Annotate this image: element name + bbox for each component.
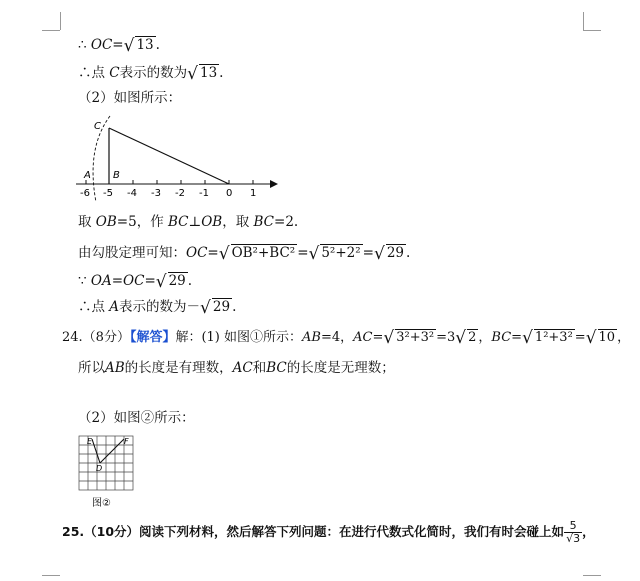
line-point-c-value: ∴点 C表示的数为√ 13 . xyxy=(78,64,224,84)
point-label-b: B xyxy=(113,170,120,181)
corner-mark-tl-v xyxy=(60,12,61,30)
point-label-f: F xyxy=(124,437,129,446)
point-label-d: D xyxy=(96,464,103,473)
line-oc-sqrt13: ∴ OC=√ 13 . xyxy=(78,36,160,56)
answer-tag: 【解答】 xyxy=(129,330,176,345)
point-label-e: E xyxy=(87,437,93,446)
tick-label: -4 xyxy=(127,188,137,199)
figure-caption: 图② xyxy=(92,498,111,509)
part2-heading-q24: （2）如图②所示： xyxy=(78,410,195,426)
corner-mark-tl xyxy=(42,30,60,31)
number-line-figure xyxy=(70,112,280,202)
axis-arrow xyxy=(270,180,278,188)
question-25-prompt: 25.（10分）阅读下列材料，然后解答下列问题：在进行代数式化简时，我们有时会碰上如 $\frac{5}{√3}$ ， xyxy=(62,519,595,545)
line-construction: 取 OB=5，作 BC⊥OB，取 BC=2. xyxy=(78,214,299,230)
part2-heading: （2）如图所示： xyxy=(78,90,182,106)
corner-mark-tr xyxy=(583,30,601,31)
segment-oc xyxy=(109,128,229,184)
tick-label: -6 xyxy=(80,188,90,199)
point-label-c: C xyxy=(94,121,101,132)
corner-mark-bl xyxy=(42,575,60,576)
point-label-a: A xyxy=(84,170,91,181)
tick-label: 1 xyxy=(250,188,257,199)
line-oa-equals-oc: ∵ OA=OC=√ 29 . xyxy=(78,272,193,292)
tick-label: -5 xyxy=(103,188,113,199)
grid-figure xyxy=(78,434,136,510)
corner-mark-tr-v xyxy=(583,12,584,30)
segment-de xyxy=(92,439,100,463)
tick-label: -2 xyxy=(175,188,185,199)
fraction: $\frac{5}{√3}$ xyxy=(566,519,581,545)
tick-label: 0 xyxy=(226,188,233,199)
line-point-a-value: ∴点 A表示的数为－√ 29 . xyxy=(78,298,237,318)
line-pythagoras: 由勾股定理可知：OC=√ OB²+BC² =√ 5²+2² =√ 29 . xyxy=(78,244,411,264)
tick-label: -3 xyxy=(151,188,161,199)
tick-label: -1 xyxy=(199,188,209,199)
corner-mark-br xyxy=(583,575,601,576)
segment-df xyxy=(100,439,124,463)
line-rationality: 所以AB的长度是有理数，AC和BC的长度是无理数； xyxy=(78,360,395,376)
question-24-answer: 24.（8分）【解答】解：(1) 如图①所示：AB=4，AC=√ 3²+3² =3√ 2 ，BC=√ 1²+3² =√ 10 ， xyxy=(62,328,631,348)
